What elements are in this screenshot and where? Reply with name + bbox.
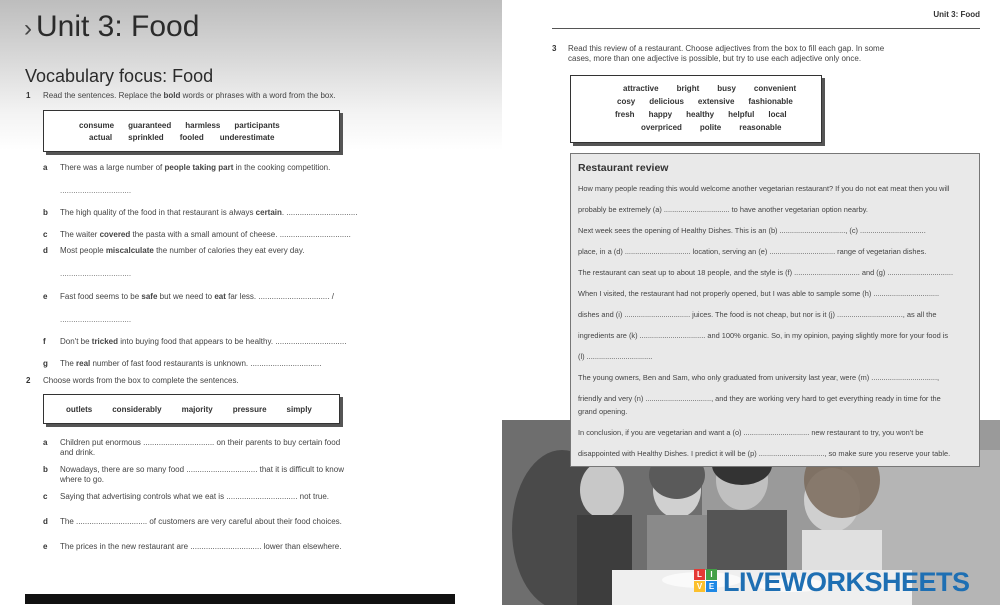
exercise-number: 1 — [26, 91, 31, 100]
restaurant-review-box — [570, 153, 980, 467]
exercise-instruction: Read this review of a restaurant. Choose adjectives from the box to fill each gap. In some — [568, 44, 885, 53]
page-bottom-bar — [25, 594, 455, 604]
left-page: › Unit 3: Food Vocabulary focus: Food 1 Read the sentences. Replace the bold words or phrases with a word from the box. consume guaranteed harmless participants actual sprinkled fooled underestimate a There was a large number of people taking part in the cooking competition. ................................ b The high quality of the food in that restaurant is always certain. ................................ c The waiter covered the pasta with a small amount of cheese. ................................ d Most people miscalculate the number of calories they eat every day. ................................ e Fast food seems to be safe but we need to eat far less. ................................ / ................................ f Don't be tricked into buying food that appears to be healthy. ................................ g The real number of fast food restaurants is unknown. ................................ 2 Choose words from the box to complete the sentences. outlets considerably majority pressure simply a Children put enormous ................................ on their parents to buy certain food and drink. b Nowadays, there are so many food ................................ that it is difficult to know where to go. c Saying that advertising controls what we eat is ................................ not true. d The ................................ of customers are very careful about their food choices. e The prices in the new restaurant are ................................ lower than elsewhere. — [0, 0, 502, 605]
word-box-row: fresh happy healthy helpful local — [615, 110, 787, 119]
unit-title: › Unit 3: Food — [24, 10, 200, 43]
review-line: disappointed with Healthy Dishes. I predict it will be (p) ................................, so make sure you reserve your table. — [578, 449, 951, 458]
word-box-row: actual sprinkled fooled underestimate — [89, 133, 275, 142]
running-header: Unit 3: Food — [933, 10, 980, 19]
liveworksheets-wordmark: LIVEWORKSHEETS — [723, 567, 970, 597]
review-line: ingredients are (k) ................................ and 100% organic. So, in my opinion, paying slightly more for your food is — [578, 331, 949, 340]
answer-blank[interactable]: ................................ — [275, 337, 347, 346]
review-line: The restaurant can seat up to about 18 people, and the style is (f) ................................ and (g) ................................ — [578, 268, 954, 277]
review-line: friendly and very (n) ................................, and they are working very hard to get everything ready in time for the — [578, 394, 941, 403]
exercise-instruction: Read the sentences. Replace the bold words or phrases with a word from the box. — [43, 91, 336, 100]
word-box-row: outlets considerably majority pressure simply — [66, 405, 312, 414]
review-line: Next week sees the opening of Healthy Dishes. This is an (b) ................................, (c) ................................ — [578, 226, 926, 235]
answer-blank[interactable]: ................................ / — [258, 292, 334, 301]
answer-blank[interactable]: ................................ — [286, 208, 358, 217]
review-line: When I visited, the restaurant had not properly opened, but I was able to sample some (h) ................................ — [578, 289, 940, 298]
word-box-row: overpriced polite reasonable — [641, 123, 782, 132]
word-box — [43, 394, 340, 424]
answer-blank[interactable]: ................................ — [250, 359, 322, 368]
chevron-right-icon: › — [24, 15, 32, 42]
answer-blank[interactable]: ................................ — [60, 315, 132, 324]
header-rule — [552, 28, 980, 29]
exercise-instruction: cases, more than one adjective is possible, but try to use each adjective only once. — [568, 54, 862, 63]
review-line: (l) ................................ — [578, 352, 653, 361]
review-line: grand opening. — [578, 407, 628, 416]
review-line: dishes and (i) ................................ juices. The food is not cheap, but nor is it (j) ................................, as all the — [578, 310, 937, 319]
review-line: How many people reading this would welcome another vegetarian restaurant? If you do not eat meat then you will — [578, 184, 950, 193]
word-box-row: consume guaranteed harmless participants — [79, 121, 280, 130]
word-box-row: attractive bright busy convenient — [623, 84, 797, 93]
right-page — [502, 0, 1000, 605]
review-line: In conclusion, if you are vegetarian and want a (o) ................................ new restaurant to try, you won't be — [578, 428, 924, 437]
exercise-instruction: Choose words from the box to complete the sentences. — [43, 376, 239, 385]
review-title: Restaurant review — [578, 162, 669, 174]
answer-blank[interactable]: ................................ — [60, 186, 132, 195]
liveworksheets-logo[interactable] — [694, 567, 994, 597]
section-title: Vocabulary focus: Food — [25, 66, 214, 86]
answer-blank[interactable]: ................................ — [279, 230, 351, 239]
word-box-row: cosy delicious extensive fashionable — [617, 97, 793, 106]
exercise-number: 2 — [26, 376, 31, 385]
liveworksheets-badge-icon: L I V E — [694, 569, 718, 593]
adjective-word-box — [570, 75, 822, 143]
review-line: probably be extremely (a) ................................ to have another vegetarian option nearby. — [578, 205, 868, 214]
review-line: The young owners, Ben and Sam, who only graduated from university last year, were (m) ................................, — [578, 373, 940, 382]
answer-blank[interactable]: ................................ — [60, 269, 132, 278]
exercise-number: 3 — [552, 44, 557, 53]
review-line: place, in a (d) ................................ location, serving an (e) ................................ range of vegetarian dishes. — [578, 247, 927, 256]
word-box — [43, 110, 340, 152]
